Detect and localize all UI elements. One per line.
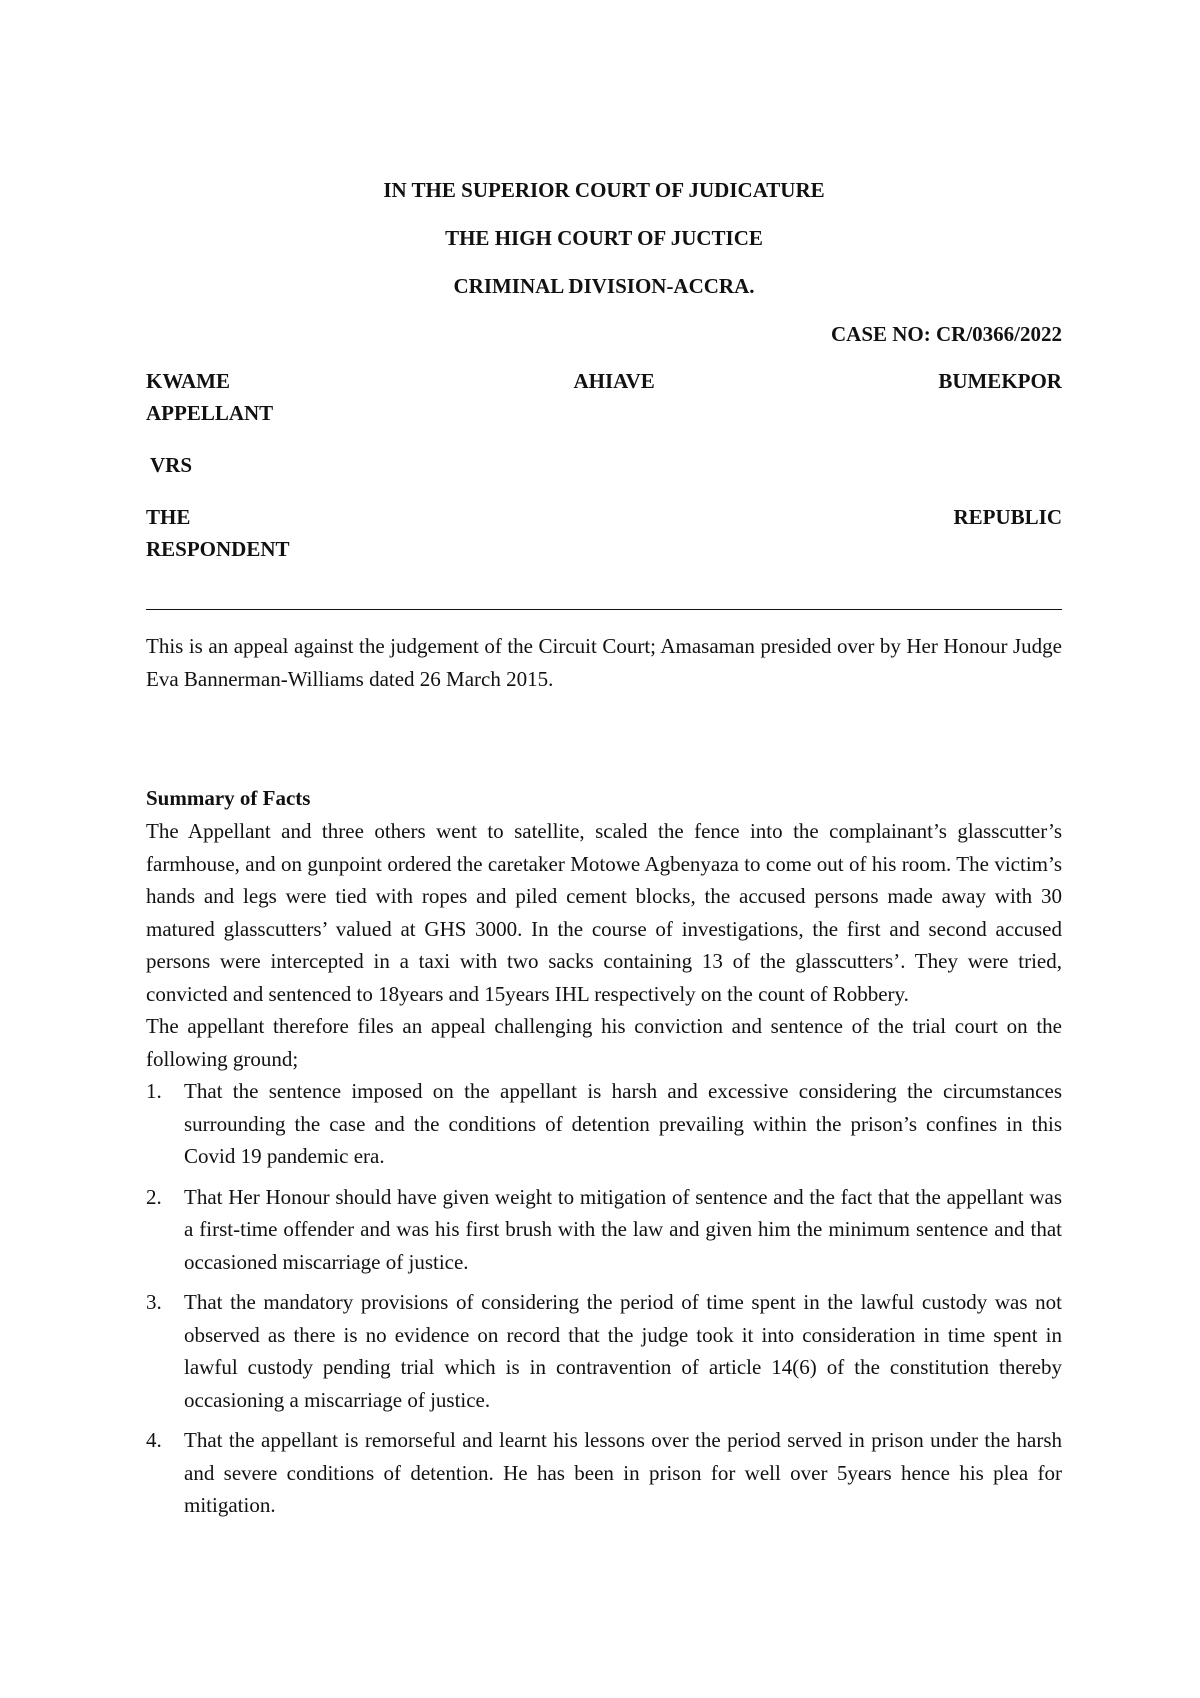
ground-number: 1. (146, 1079, 162, 1103)
versus-label: VRS (150, 453, 193, 477)
grounds-list (146, 1075, 1062, 1522)
ground-number: 2. (146, 1184, 162, 1209)
ground-item (146, 1075, 1062, 1173)
ground-number: 3. (146, 1290, 162, 1314)
divider-rule (146, 609, 1062, 610)
respondent-name-row (146, 505, 1062, 529)
appellant-role: APPELLANT (146, 401, 274, 425)
ground-text: That Her Honour should have given weight to mitigation of sentence and the fact that the appellant was a first-time offender and was his first brush with the law and given him the minimum sentence and that occasioned miscarriage of justice. (184, 1184, 1062, 1274)
ground-text: That the sentence imposed on the appellant is harsh and excessive considering the circumstances surrounding the case and the conditions of detention prevailing within the prison’s confines in this Covid 19 pandemic era. (184, 1079, 1062, 1168)
ground-item (146, 1286, 1062, 1416)
summary-paragraph-2: The appellant therefore files an appeal challenging his conviction and sentence of the trial court on the following ground; (146, 1014, 1062, 1071)
summary-title: Summary of Facts (146, 786, 311, 810)
appellant-middle-name: AHIAVE (573, 369, 655, 393)
case-number: CASE NO: CR/0366/2022 (830, 322, 1062, 346)
appellant-name-row (146, 369, 1062, 393)
ground-text: That the appellant is remorseful and learnt his lessons over the period served in prison under the harsh and severe conditions of detention. He has been in prison for well over 5years hence his plea for mitigation. (184, 1428, 1062, 1517)
court-heading-line-3: CRIMINAL DIVISION-ACCRA. (453, 274, 755, 298)
appellant-first-name: KWAME (146, 369, 230, 393)
respondent-last-name: REPUBLIC (953, 505, 1062, 529)
appeal-intro: This is an appeal against the judgement of the Circuit Court; Amasaman presided over by Her Honour Judge Eva Bannerman-Williams dated 26 March 2015. (146, 634, 1062, 691)
ground-item (146, 1181, 1062, 1279)
court-heading-line-1: IN THE SUPERIOR COURT OF JUDICATURE (383, 178, 825, 202)
respondent-first-name: THE (146, 505, 191, 529)
ground-item (146, 1424, 1062, 1522)
document-page (146, 178, 1062, 1530)
court-heading-line-2: THE HIGH COURT OF JUCTICE (445, 226, 763, 250)
appellant-last-name: BUMEKPOR (938, 369, 1062, 393)
respondent-role: RESPONDENT (146, 537, 290, 561)
summary-paragraph-1: The Appellant and three others went to satellite, scaled the fence into the complainant’s glasscutter’s farmhouse, and on gunpoint ordered the caretaker Motowe Agbenyaza to come out of his room. The victim’s hands and legs were tied with ropes and piled cement blocks, the accused persons made away with 30 matured glasscutters’ valued at GHS 3000. In the course of investigations, the first and second accused persons were intercepted in a taxi with two sacks containing 13 of the glasscutters’. They were tried, convicted and sentenced to 18years and 15years IHL respectively on the count of Robbery. (146, 819, 1062, 1006)
ground-text: That the mandatory provisions of considering the period of time spent in the lawful custody was not observed as there is no evidence on record that the judge took it into consideration in time spent in lawful custody pending trial which is in contravention of article 14(6) of the constitution thereby occasioning a miscarriage of justice. (184, 1290, 1062, 1412)
ground-number: 4. (146, 1428, 162, 1452)
